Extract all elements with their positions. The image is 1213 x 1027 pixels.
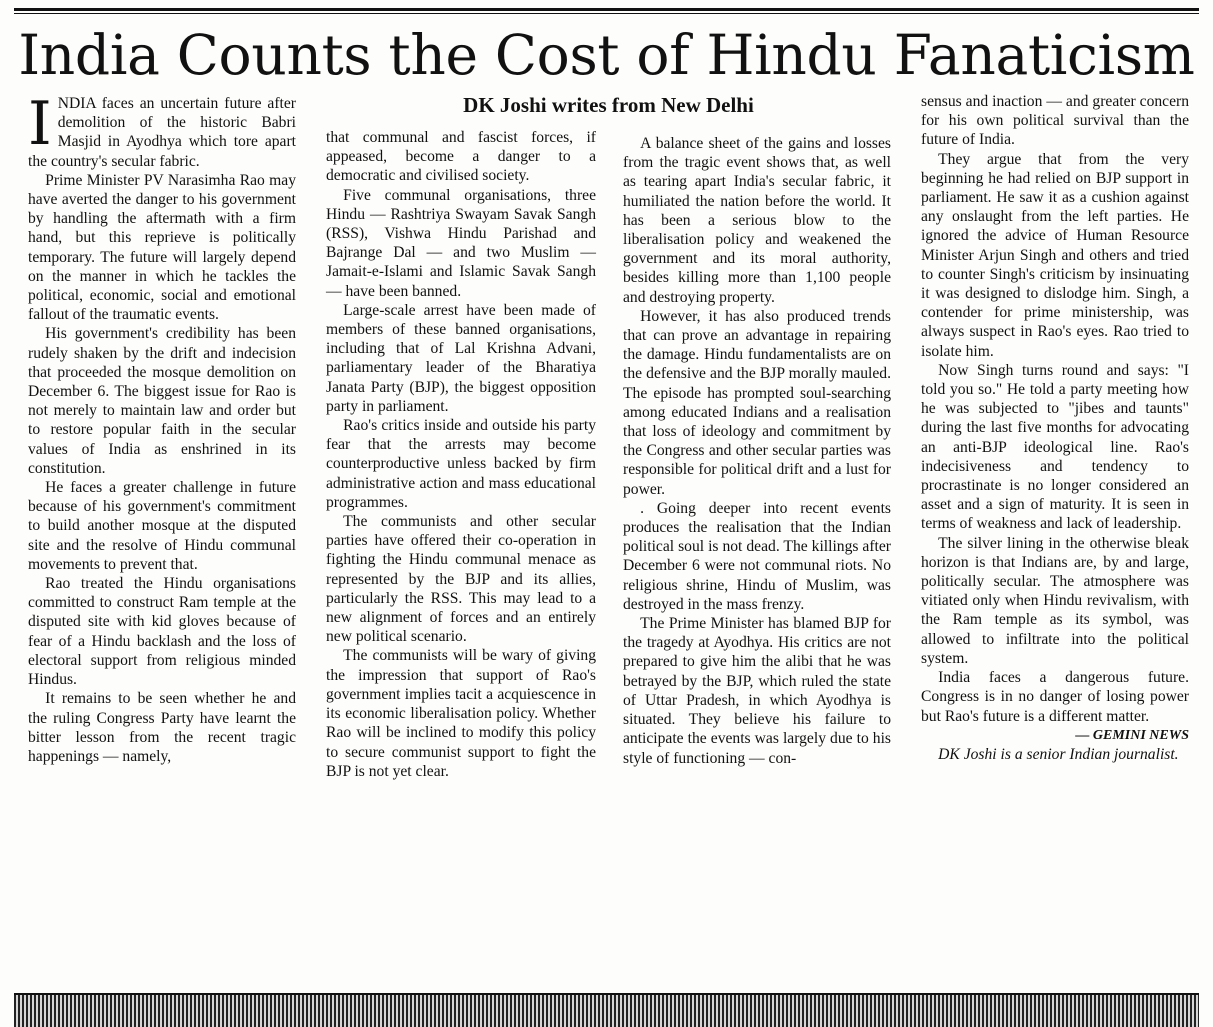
paragraph: INDIA faces an uncertain future after demolition of the historic Babri Masjid in Ayodhya which tore apart the country's secular fabric.	[28, 89, 296, 170]
paragraph: He faces a greater challenge in future because of his government's commitment to build another mosque at the disputed site and the resolve of Hindu communal movements to prevent that.	[28, 479, 296, 573]
paragraph: His government's credibility has been rudely shaken by the drift and indecision that proceeded the mosque demolition on December 6. The biggest issue for Rao is not merely to maintain law and order but to restore popular faith in the secular values of India as enshrined in its constitution.	[28, 325, 296, 477]
article-column-1	[28, 89, 296, 766]
paragraph: They argue that from the very beginning he had relied on BJP support in parliament. He saw it as a cushion against any onslaught from the left parties. He ignored the advice of Human Resource Minister Arjun Singh and others and tried to counter Singh's criticism by insinuating it was designed to dislodge him. Singh, a contender for prime ministership, was always suspect in Rao's eyes. Rao tried to isolate him.	[921, 150, 1189, 360]
article-column-4	[921, 92, 1189, 764]
paragraph: Large-scale arrest have been made of members of these banned organisations, including that of Lal Krishna Advani, parliamentary leader of the Bharatiya Janata Party (BJP), the biggest opposition party in parliament.	[326, 301, 596, 415]
byline: DK Joshi writes from New Delhi	[463, 93, 754, 117]
paragraph: Rao's critics inside and outside his party fear that the arrests may become counterproductive unless backed by firm administrative action and mass educational programmes.	[326, 417, 596, 511]
paragraph: The Prime Minister has blamed BJP for the tragedy at Ayodhya. His critics are not prepared to give him the alibi that he was betrayed by the BJP, which ruled the state of Uttar Pradesh, in which Ayodhya is situated. They believe his failure to anticipate the events was largely due to his style of functioning — con-	[623, 615, 891, 767]
paragraph: It remains to be seen whether he and the ruling Congress Party have learnt the bitter lesson from the recent tragic happenings — namely,	[28, 690, 296, 765]
paragraph: Prime Minister PV Narasimha Rao may have averted the danger to his government by handling the aftermath with a firm hand, but this reprieve is politically temporary. The future will largely depend on the manner in which he tackles the political, economic, social and emotional fallout of the traumatic events.	[28, 171, 296, 324]
headline: India Counts the Cost of Hindu Fanaticism	[18, 23, 1195, 87]
author-note: DK Joshi is a senior Indian journalist.	[938, 745, 1179, 763]
drop-cap: I	[28, 89, 52, 159]
article-column-3	[623, 134, 891, 768]
bottom-banner-band	[14, 993, 1199, 1027]
paragraph: that communal and fascist forces, if appeased, become a danger to a democratic and civilised society.	[326, 129, 596, 185]
top-rule-thin	[14, 13, 1199, 14]
paragraph: sensus and inaction — and greater concern for his own political survival than the future of India.	[921, 93, 1189, 149]
paragraph: The communists and other secular parties have offered their co-operation in fighting the Hindu communal menace as represented by the BJP and its allies, particularly the RSS. This may lead to a new alignment of forces and an entirely new political scenario.	[326, 513, 596, 646]
article-column-2	[326, 128, 596, 781]
top-rule	[14, 8, 1199, 11]
paragraph: Five communal organisations, three Hindu — Rashtriya Swayam Savak Sangh (RSS), Vishwa Hindu Parishad and Bajrange Dal — and two Muslim — Jamait-e-Islami and Islamic Savak Sangh — have been banned.	[326, 186, 596, 300]
paragraph: However, it has also produced trends that can prove an advantage in repairing the damage. Hindu fundamentalists are on the defensive and the BJP morally mauled. The episode has prompted soul-searching among educated Indians and a realisation that loss of ideology and commitment by the Congress and other secular parties was responsible for political drift and a lust for power.	[623, 307, 891, 498]
paragraph: The communists will be wary of giving the impression that support of Rao's government implies tacit a acquiescence in its economic liberalisation policy. Whether Rao will be inclined to modify this policy to secure communist support to fight the BJP is not yet clear.	[326, 647, 596, 780]
paragraph: Now Singh turns round and says: "I told you so." He told a party meeting how he was subjected to "jibes and taunts" during the last five months for advocating an anti-BJP ideological line. Rao's indecisiveness and tendency to procrastinate is no longer considered an asset and a sign of maturity. It is seen in terms of weakness and lack of leadership.	[921, 361, 1189, 533]
paragraph: India faces a dangerous future. Congress is in no danger of losing power but Rao's future is a different matter.	[921, 669, 1189, 725]
news-agency-credit: — GEMINI NEWS	[1075, 727, 1189, 743]
paragraph: . Going deeper into recent events produces the realisation that the Indian political soul is not dead. The killings after December 6 were not communal riots. No religious shrine, Hindu of Muslim, was destroyed in the mass frenzy.	[623, 499, 891, 613]
paragraph: A balance sheet of the gains and losses from the tragic event shows that, as well as tearing apart India's secular fabric, it humiliated the nation before the world. It has been a serious blow to the liberalisation policy and weakened the government and its moral authority, besides killing more than 1,100 people and destroying property.	[623, 135, 891, 306]
paragraph: Rao treated the Hindu organisations committed to construct Ram temple at the disputed site with kid gloves because of fear of a Hindu backlash and the loss of electoral support from religious minded Hindus.	[28, 575, 296, 689]
paragraph: The silver lining in the otherwise bleak horizon is that Indians are, by and large, politically secular. The atmosphere was vitiated only when Hindu revivalism, with the Ram temple as its symbol, was allowed to infiltrate into the political system.	[921, 534, 1189, 667]
